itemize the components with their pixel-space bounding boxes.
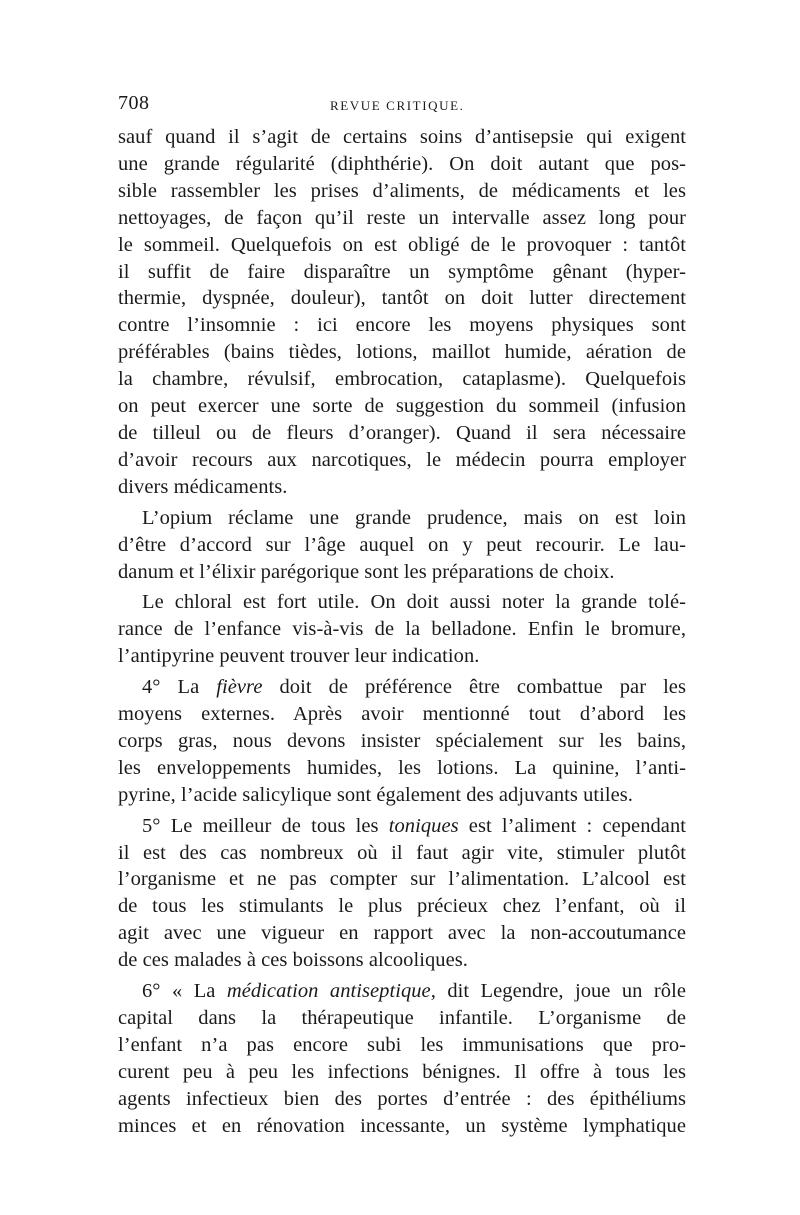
body-text xyxy=(118,124,686,1140)
text-line: capital dans la thérapeutique infantile. L’organisme de xyxy=(118,1007,686,1029)
text-line: danum et l’élixir parégorique sont les préparations de choix. xyxy=(118,560,615,583)
text-line: moyens externes. Après avoir mentionné tout d’abord les xyxy=(118,703,686,726)
text-line xyxy=(118,978,686,1005)
text-line: on peut exercer une sorte de suggestion du sommeil (infusion xyxy=(118,395,686,418)
text-line: il suffit de faire disparaître un symptôme gênant (hyper- xyxy=(118,260,686,283)
page-number: 708 xyxy=(118,92,150,114)
text-line: rance de l’enfance vis-à-vis de la belladone. Enfin le bromure, xyxy=(118,618,686,641)
text-run: 6° « La xyxy=(142,980,227,1003)
text-line: d’être d’accord sur l’âge auquel on y peut recourir. Le lau- xyxy=(118,533,686,556)
text-line: L’opium réclame une grande prudence, mais on est loin xyxy=(142,506,686,529)
paragraph xyxy=(118,505,686,586)
text-line: l’organisme et ne pas compter sur l’alimentation. L’alcool est xyxy=(118,868,686,891)
text-line: Le chloral est fort utile. On doit aussi noter la grande tolé- xyxy=(142,591,686,614)
text-line: nettoyages, de façon qu’il reste un intervalle assez long pour xyxy=(118,206,686,229)
text-line: d’avoir recours aux narcotiques, le médecin pourra employer xyxy=(118,448,686,471)
paragraph xyxy=(118,674,686,809)
text-run: 5° Le meilleur de tous les xyxy=(142,814,389,837)
text-line: sauf quand il s’agit de certains soins d’antisepsie qui exigent xyxy=(118,126,686,148)
italic-term: toniques xyxy=(388,814,459,837)
text-line: l’antipyrine peuvent trouver leur indication. xyxy=(118,645,480,668)
paragraph xyxy=(118,978,686,1139)
running-title: REVUE CRITIQUE. xyxy=(330,98,465,113)
text-line: une grande régularité (diphthérie). On doit autant que pos- xyxy=(118,152,686,175)
text-line: divers médicaments. xyxy=(118,475,288,498)
text-line: de ces malades à ces boissons alcooliques. xyxy=(118,949,468,972)
text-line: corps gras, nous devons insister spécialement sur les bains, xyxy=(118,729,686,752)
text-line: agit avec une vigueur en rapport avec la non-accoutumance xyxy=(118,922,686,945)
text-run: doit de préférence être combattue par les xyxy=(262,676,686,699)
text-line: il est des cas nombreux où il faut agir vite, stimuler plutôt xyxy=(118,841,686,864)
text-run: 4° La xyxy=(142,676,217,699)
text-line: pyrine, l’acide salicylique sont également des adjuvants utiles. xyxy=(118,783,633,806)
text-line: l’enfant n’a pas encore subi les immunisations que pro- xyxy=(118,1033,686,1056)
text-line xyxy=(118,813,686,840)
text-line: de tous les stimulants le plus précieux chez l’enfant, où il xyxy=(118,895,686,918)
text-run: dit Legendre, joue un rôle xyxy=(435,980,686,1003)
page-header xyxy=(118,92,686,122)
text-line xyxy=(118,674,686,701)
paragraph xyxy=(118,813,686,974)
document-page xyxy=(118,92,686,1144)
paragraph xyxy=(118,589,686,670)
italic-term: fièvre xyxy=(216,676,263,699)
text-line: les enveloppements humides, les lotions. La quinine, l’anti- xyxy=(118,756,686,779)
text-line: curent peu à peu les infections bénignes. Il offre à tous les xyxy=(118,1060,686,1083)
text-line: thermie, dyspnée, douleur), tantôt on doit lutter directement xyxy=(118,287,686,310)
text-line: agents infectieux bien des portes d’entrée : des épithéliums xyxy=(118,1087,686,1110)
text-line: le sommeil. Quelquefois on est obligé de le provoquer : tantôt xyxy=(118,233,686,256)
text-line: minces et en rénovation incessante, un système lymphatique xyxy=(118,1114,686,1137)
text-line: la chambre, révulsif, embrocation, cataplasme). Quelquefois xyxy=(118,368,686,391)
text-line: de tilleul ou de fleurs d’oranger). Quand il sera nécessaire xyxy=(118,421,686,444)
text-line: sible rassembler les prises d’aliments, de médicaments et les xyxy=(118,179,686,202)
text-run: est l’aliment : cependant xyxy=(458,814,686,837)
text-line: préférables (bains tièdes, lotions, maillot humide, aération de xyxy=(118,341,686,364)
paragraph xyxy=(118,124,686,501)
text-line: contre l’insomnie : ici encore les moyens physiques sont xyxy=(118,314,686,337)
italic-term: médication antiseptique, xyxy=(226,980,436,1003)
